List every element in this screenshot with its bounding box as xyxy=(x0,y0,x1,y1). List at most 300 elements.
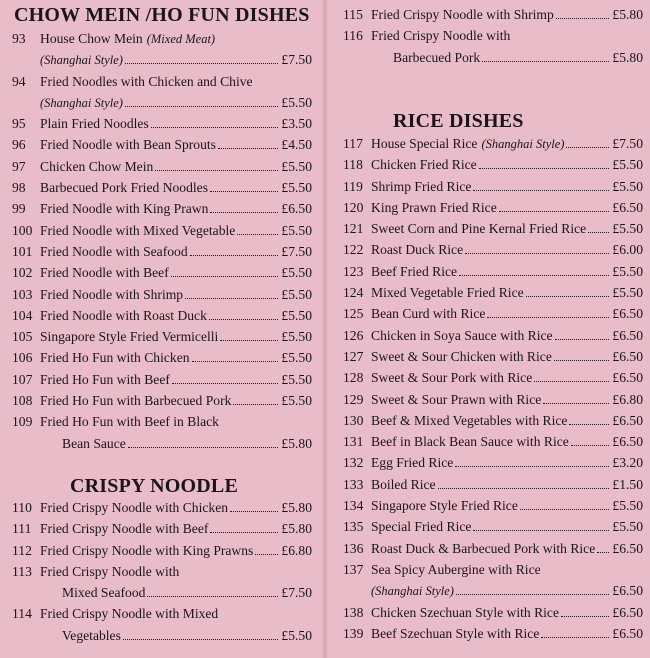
item-name-continued: Barbecued Pork xyxy=(393,49,481,65)
item-name: Beef Fried Rice xyxy=(371,263,458,279)
item-name: Fried Ho Fun with Barbecued Pork xyxy=(40,393,232,409)
item-price: £6.50 xyxy=(281,201,312,217)
menu-item xyxy=(343,306,643,327)
menu-item xyxy=(12,564,312,607)
item-number: 121 xyxy=(343,221,364,237)
item-price: £7.50 xyxy=(281,585,312,601)
menu-item-line xyxy=(12,159,312,180)
item-price: £5.80 xyxy=(612,49,643,65)
item-price: £5.50 xyxy=(281,350,312,366)
dotted-leader xyxy=(555,339,610,340)
item-name: Fried Noodles with Chicken and Chive xyxy=(40,73,253,89)
menu-item xyxy=(343,519,643,540)
dotted-leader xyxy=(220,340,278,341)
item-name: Fried Ho Fun with Chicken xyxy=(40,350,190,366)
item-name: Fried Crispy Noodle with xyxy=(371,28,511,44)
menu-item-line xyxy=(12,287,312,308)
menu-item-list xyxy=(12,500,312,649)
item-price: £6.50 xyxy=(612,604,643,620)
item-price: £5.50 xyxy=(281,180,312,196)
menu-item-line xyxy=(12,585,312,606)
item-number: 136 xyxy=(343,540,364,556)
menu-item-line xyxy=(343,413,643,434)
menu-item-line xyxy=(343,477,643,498)
item-name: Egg Fried Rice xyxy=(371,455,454,471)
item-name: King Prawn Fried Rice xyxy=(371,199,497,215)
section-heading: CHOW MEIN /HO FUN DISHES xyxy=(14,4,310,26)
item-number: 104 xyxy=(12,307,33,323)
menu-item-line xyxy=(343,179,643,200)
item-name: Fried Ho Fun with Beef in Black xyxy=(40,414,219,430)
menu-item-line xyxy=(12,31,312,52)
menu-item-line xyxy=(12,308,312,329)
item-number: 123 xyxy=(343,263,364,279)
item-number: 114 xyxy=(12,606,32,622)
dotted-leader xyxy=(237,234,278,235)
item-name: Plain Fried Noodles xyxy=(40,116,149,132)
menu-item-line xyxy=(343,605,643,626)
menu-item-line xyxy=(343,264,643,285)
item-price: £5.50 xyxy=(281,329,312,345)
item-price: £5.80 xyxy=(281,500,312,515)
dotted-leader xyxy=(190,255,279,256)
menu-item xyxy=(12,500,312,521)
item-number: 130 xyxy=(343,412,364,428)
dotted-leader xyxy=(125,63,278,64)
item-number: 131 xyxy=(343,434,364,450)
menu-item xyxy=(343,626,643,647)
dotted-leader xyxy=(147,596,278,597)
menu-item-line xyxy=(343,519,643,540)
item-name: Chicken Szechuan Style with Rice xyxy=(371,604,560,620)
menu-item-line xyxy=(12,137,312,158)
menu-item-line xyxy=(343,455,643,476)
item-number: 126 xyxy=(343,327,364,343)
item-name: Chicken in Soya Sauce with Rice xyxy=(371,327,553,343)
menu-item-line xyxy=(12,628,312,649)
menu-item xyxy=(343,498,643,519)
menu-item-list xyxy=(12,31,312,457)
menu-item xyxy=(343,264,643,285)
item-price: £1.50 xyxy=(612,476,643,492)
item-price: £7.50 xyxy=(281,52,312,68)
dotted-leader xyxy=(459,275,609,276)
item-number: 124 xyxy=(343,285,364,301)
item-price: £5.50 xyxy=(612,285,643,301)
item-price: £6.80 xyxy=(612,391,643,407)
menu-item xyxy=(343,605,643,626)
item-number: 111 xyxy=(12,521,32,537)
menu-item xyxy=(12,180,312,201)
dotted-leader xyxy=(526,296,610,297)
menu-item xyxy=(12,329,312,350)
dotted-leader xyxy=(473,530,609,531)
menu-item xyxy=(343,434,643,455)
dotted-leader xyxy=(571,445,610,446)
dotted-leader xyxy=(473,190,609,191)
menu-item xyxy=(343,392,643,413)
item-price: £5.80 xyxy=(612,7,643,22)
item-name: Sweet & Sour Chicken with Rice xyxy=(371,348,552,364)
menu-item xyxy=(343,455,643,476)
dotted-leader xyxy=(482,61,609,62)
menu-item xyxy=(12,393,312,414)
item-name: Fried Noodle with Beef xyxy=(40,265,169,281)
menu-item-line xyxy=(343,28,643,49)
item-number: 98 xyxy=(12,180,26,196)
menu-item xyxy=(343,7,643,28)
item-number: 122 xyxy=(343,242,364,258)
item-price: £5.50 xyxy=(281,158,312,174)
menu-item xyxy=(12,31,312,74)
item-number: 107 xyxy=(12,371,33,387)
menu-item xyxy=(343,179,643,200)
item-number: 132 xyxy=(343,455,364,471)
menu-item xyxy=(12,350,312,371)
menu-item xyxy=(12,287,312,308)
item-price: £6.50 xyxy=(612,412,643,428)
dotted-leader xyxy=(569,424,609,425)
item-name: Fried Ho Fun with Beef xyxy=(40,371,170,387)
item-price: £5.50 xyxy=(612,157,643,173)
item-number: 101 xyxy=(12,243,33,259)
dotted-leader xyxy=(233,404,278,405)
dotted-leader xyxy=(210,532,278,533)
item-name: House Chow Mein xyxy=(40,31,143,46)
item-number: 110 xyxy=(12,500,32,515)
menu-item-line xyxy=(12,329,312,350)
item-number: 138 xyxy=(343,604,364,620)
item-name: Barbecued Pork Fried Noodles xyxy=(40,180,208,196)
item-name: Mixed Vegetable Fried Rice xyxy=(371,285,524,301)
dotted-leader xyxy=(561,616,609,617)
item-number: 133 xyxy=(343,476,364,492)
dotted-leader xyxy=(566,147,609,148)
item-price: £5.50 xyxy=(612,221,643,237)
item-name: Fried Crispy Noodle with Shrimp xyxy=(371,7,554,22)
menu-item-list xyxy=(343,136,643,647)
dotted-leader xyxy=(151,127,279,128)
menu-item-line xyxy=(343,157,643,178)
item-price: £6.50 xyxy=(612,327,643,343)
dotted-leader xyxy=(588,232,609,233)
item-name: Boiled Rice xyxy=(371,476,436,492)
item-name: Beef in Black Bean Sauce with Rice xyxy=(371,434,569,450)
menu-item-line xyxy=(12,350,312,371)
dotted-leader xyxy=(597,552,609,553)
menu-item xyxy=(12,606,312,649)
item-name: Sea Spicy Aubergine with Rice xyxy=(371,561,541,577)
item-price: £6.50 xyxy=(612,370,643,386)
dotted-leader xyxy=(438,488,610,489)
dotted-leader xyxy=(155,170,278,171)
dotted-leader xyxy=(479,168,610,169)
section-heading: CRISPY NOODLE xyxy=(70,475,238,497)
dotted-leader xyxy=(171,276,279,277)
menu-item-line xyxy=(12,564,312,585)
item-number: 108 xyxy=(12,393,33,409)
item-name: Sweet & Sour Pork with Rice xyxy=(371,370,533,386)
item-number: 94 xyxy=(12,73,26,89)
item-number: 102 xyxy=(12,265,33,281)
item-name: Fried Noodle with Mixed Vegetable xyxy=(40,222,236,238)
item-name: Bean Curd with Rice xyxy=(371,306,486,322)
menu-item-line xyxy=(12,265,312,286)
item-price: £5.80 xyxy=(281,435,312,451)
item-price: £6.50 xyxy=(612,540,643,556)
item-number: 137 xyxy=(343,561,364,577)
item-price: £3.20 xyxy=(612,455,643,471)
dotted-leader xyxy=(456,594,609,595)
item-number: 99 xyxy=(12,201,26,217)
item-number: 119 xyxy=(343,178,363,194)
item-name: Beef & Mixed Vegetables with Rice xyxy=(371,412,568,428)
menu-item-line xyxy=(12,116,312,137)
item-price: £7.50 xyxy=(612,136,643,151)
menu-item-line xyxy=(12,201,312,222)
menu-item xyxy=(12,372,312,393)
menu-item-line xyxy=(12,372,312,393)
menu-item xyxy=(343,349,643,370)
menu-item-list xyxy=(343,7,643,71)
item-price: £5.50 xyxy=(612,178,643,194)
item-name: Chicken Chow Mein xyxy=(40,158,154,174)
menu-item-line xyxy=(343,200,643,221)
menu-item-line xyxy=(343,136,643,157)
item-name-continued: (Shanghai Style) xyxy=(40,53,123,68)
menu-item xyxy=(343,242,643,263)
item-price: £5.50 xyxy=(612,263,643,279)
item-number: 106 xyxy=(12,350,33,366)
menu-item xyxy=(12,74,312,117)
item-number: 127 xyxy=(343,348,364,364)
menu-item xyxy=(343,477,643,498)
menu-item xyxy=(12,159,312,180)
menu-item-line xyxy=(12,95,312,116)
item-name-continued: Mixed Seafood xyxy=(62,585,146,601)
item-number: 116 xyxy=(343,28,363,44)
item-number: 115 xyxy=(343,7,363,22)
menu-item-line xyxy=(12,500,312,521)
dotted-leader xyxy=(210,191,278,192)
item-number: 103 xyxy=(12,286,33,302)
menu-item xyxy=(12,137,312,158)
item-price: £5.50 xyxy=(281,307,312,323)
menu-item-line xyxy=(12,223,312,244)
item-price: £7.50 xyxy=(281,243,312,259)
menu-item-line xyxy=(343,626,643,647)
menu-item xyxy=(343,221,643,242)
menu-item-line xyxy=(12,606,312,627)
menu-item-line xyxy=(12,414,312,435)
dotted-leader xyxy=(520,509,610,510)
item-price: £6.00 xyxy=(612,242,643,258)
item-price: £5.50 xyxy=(612,498,643,514)
menu-item-line xyxy=(12,180,312,201)
dotted-leader xyxy=(455,466,609,467)
item-name: Fried Crispy Noodle with Beef xyxy=(40,521,209,537)
item-number: 95 xyxy=(12,116,26,132)
menu-item-line xyxy=(343,392,643,413)
item-price: £6.50 xyxy=(612,348,643,364)
item-name-continued: Vegetables xyxy=(62,627,121,643)
menu-item xyxy=(343,370,643,391)
menu-item xyxy=(12,265,312,286)
item-name: Singapore Style Fried Rice xyxy=(371,498,518,514)
menu-item-line xyxy=(343,562,643,583)
menu-item-line xyxy=(12,244,312,265)
item-number: 117 xyxy=(343,136,363,151)
item-price: £5.50 xyxy=(281,371,312,387)
menu-item-line xyxy=(343,434,643,455)
item-number: 105 xyxy=(12,329,33,345)
dotted-leader xyxy=(172,383,279,384)
item-name: Roast Duck Rice xyxy=(371,242,464,258)
menu-item xyxy=(12,543,312,564)
menu-item-line xyxy=(343,583,643,604)
dotted-leader xyxy=(125,106,278,107)
item-name: Fried Crispy Noodle with Mixed xyxy=(40,606,219,622)
menu-item-line xyxy=(343,285,643,306)
item-name-continued: (Shanghai Style) xyxy=(40,95,123,110)
menu-item-line xyxy=(12,393,312,414)
item-price: £6.50 xyxy=(612,434,643,450)
item-number: 97 xyxy=(12,158,26,174)
item-name-continued: (Shanghai Style) xyxy=(371,584,454,599)
menu-item-line xyxy=(343,242,643,263)
item-number: 100 xyxy=(12,222,33,238)
menu-item-line xyxy=(12,74,312,95)
item-name: Singapore Style Fried Vermicelli xyxy=(40,329,219,345)
menu-item-line xyxy=(12,436,312,457)
menu-item xyxy=(343,136,643,157)
menu-item-line xyxy=(343,50,643,71)
dotted-leader xyxy=(465,253,609,254)
item-note: (Mixed Meat) xyxy=(146,32,216,46)
item-number: 112 xyxy=(12,542,32,558)
menu-item-line xyxy=(343,7,643,28)
menu-item-line xyxy=(12,521,312,542)
menu-item-line xyxy=(343,498,643,519)
item-number: 120 xyxy=(343,199,364,215)
menu-item xyxy=(343,200,643,221)
menu-item xyxy=(343,541,643,562)
dotted-leader xyxy=(123,639,279,640)
item-price: £6.80 xyxy=(281,542,312,558)
item-number: 129 xyxy=(343,391,364,407)
menu-item xyxy=(343,28,643,71)
item-price: £5.80 xyxy=(281,521,312,537)
menu-item xyxy=(12,244,312,265)
item-name: Fried Noodle with Shrimp xyxy=(40,286,184,302)
item-number: 96 xyxy=(12,137,26,153)
menu-item-line xyxy=(343,328,643,349)
dotted-leader xyxy=(230,511,278,512)
item-price: £5.50 xyxy=(281,222,312,238)
item-price: £5.50 xyxy=(281,265,312,281)
item-price: £5.50 xyxy=(281,393,312,409)
item-number: 134 xyxy=(343,498,364,514)
page-fold xyxy=(322,0,328,658)
item-price: £6.50 xyxy=(612,625,643,641)
item-note: (Shanghai Style) xyxy=(481,137,565,151)
item-name: Fried Noodle with Bean Sprouts xyxy=(40,137,216,153)
item-name: Fried Noodle with Seafood xyxy=(40,243,188,259)
item-number: 135 xyxy=(343,519,364,535)
item-name: Sweet & Sour Prawn with Rice xyxy=(371,391,542,407)
item-number: 113 xyxy=(12,563,32,579)
item-price: £5.50 xyxy=(281,94,312,110)
dotted-leader xyxy=(210,212,278,213)
menu-item xyxy=(12,116,312,137)
item-name: Fried Crispy Noodle with King Prawns xyxy=(40,542,254,558)
item-price: £5.50 xyxy=(281,627,312,643)
dotted-leader xyxy=(543,403,609,404)
item-name: Beef Szechuan Style with Rice xyxy=(371,625,540,641)
menu-item xyxy=(343,157,643,178)
menu-item-line xyxy=(343,541,643,562)
menu-item-line xyxy=(343,306,643,327)
item-price: £6.50 xyxy=(612,306,643,322)
menu-item-line xyxy=(343,370,643,391)
dotted-leader xyxy=(554,360,610,361)
item-number: 118 xyxy=(343,157,363,173)
menu-item xyxy=(343,413,643,434)
dotted-leader xyxy=(541,637,609,638)
dotted-leader xyxy=(209,319,279,320)
dotted-leader xyxy=(218,148,278,149)
menu-item xyxy=(12,201,312,222)
menu-item-line xyxy=(343,221,643,242)
dotted-leader xyxy=(185,298,278,299)
item-number: 128 xyxy=(343,370,364,386)
dotted-leader xyxy=(487,317,609,318)
item-number: 93 xyxy=(12,31,26,46)
dotted-leader xyxy=(556,18,610,19)
item-name: Fried Crispy Noodle with xyxy=(40,563,180,579)
menu-item-line xyxy=(12,543,312,564)
item-name-continued: Bean Sauce xyxy=(62,435,126,451)
item-price: £6.50 xyxy=(612,199,643,215)
item-name: Sweet Corn and Pine Kernal Fried Rice xyxy=(371,221,587,237)
menu-item xyxy=(12,308,312,329)
menu-item xyxy=(12,521,312,542)
item-name: Fried Noodle with Roast Duck xyxy=(40,307,207,323)
section-heading: RICE DISHES xyxy=(393,110,524,132)
item-price: £4.50 xyxy=(281,137,312,153)
item-name: House Special Rice xyxy=(371,136,478,151)
item-name: Shrimp Fried Rice xyxy=(371,178,472,194)
item-number: 109 xyxy=(12,414,33,430)
item-name: Chicken Fried Rice xyxy=(371,157,477,173)
item-name: Special Fried Rice xyxy=(371,519,472,535)
item-price: £6.50 xyxy=(612,583,643,599)
menu-item xyxy=(343,285,643,306)
item-price: £5.50 xyxy=(281,286,312,302)
menu-item-line xyxy=(343,349,643,370)
menu-item xyxy=(12,414,312,457)
item-price: £5.50 xyxy=(612,519,643,535)
dotted-leader xyxy=(192,361,279,362)
dotted-leader xyxy=(128,447,279,448)
item-name: Fried Noodle with King Prawn xyxy=(40,201,209,217)
item-number: 139 xyxy=(343,625,364,641)
dotted-leader xyxy=(499,211,610,212)
menu-item xyxy=(343,562,643,605)
menu-item xyxy=(343,328,643,349)
dotted-leader xyxy=(534,381,609,382)
item-number: 125 xyxy=(343,306,364,322)
